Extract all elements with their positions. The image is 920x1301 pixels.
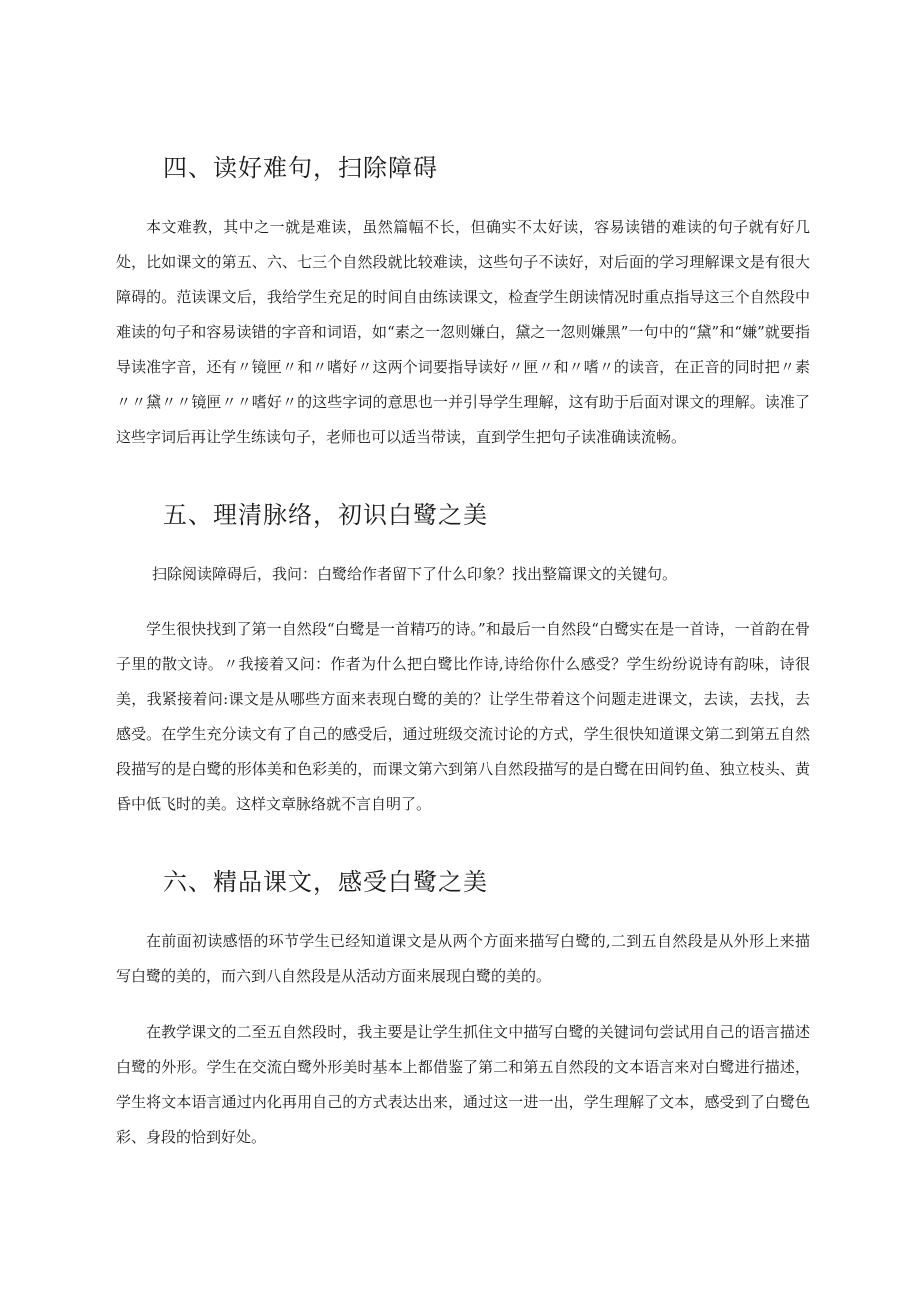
- section-5-paragraph-1: 扫除阅读障碍后，我问：白鹭给作者留下了什么印象？找出整篇课文的关键句。: [152, 565, 678, 583]
- section-heading-5: 五、理清脉络，初识白鹭之美: [163, 501, 488, 529]
- section-5-paragraph-2: 学生很快找到了第一自然段“白鹭是一首精巧的诗。”和最后一自然段“白鹭实在是一首诗，一首韵在骨子里的散文诗。〃我接着又问：作者为什么把白鹭比作诗,诗给你什么感受？学生纷纷说诗有韵味，诗很美，我紧接着问:课文是从哪些方面来表现白鹭的美的？让学生带着这个问题走进课文，去读，去找，去感受。在学生充分读文有了自己的感受后，通过班级交流讨论的方式，学生很快知道课文第二到第五自然段描写的是白鹭的形体美和色彩美的，而课文第六到第八自然段描写的是白鹭在田间钓鱼、独立枝头、黄昏中低飞时的美。这样文章脉络就不言自明了。: [116, 620, 810, 813]
- section-6-paragraph-1: 在前面初读感悟的环节学生已经知道课文是从两个方面来描写白鹭的,二到五自然段是从外形上来描写白鹭的美的，而六到八自然段是从活动方面来展现白鹭的美的。: [116, 932, 810, 985]
- section-4-paragraph-1: 本文难教，其中之一就是难读，虽然篇幅不长，但确实不太好读，容易读错的难读的句子就有好几处，比如课文的第五、六、七三个自然段就比较难读，这些句子不读好，对后面的学习理解课文是有很大障碍的。范读课文后，我给学生充足的时间自由练读课文，检查学生朗读情况时重点指导这三个自然段中难读的句子和容易读错的字音和词语，如“素之一忽则嫌白，黛之一忽则嫌黑”一句中的“黛”和“嫌”就要指导读准字音，还有〃镜匣〃和〃嗜好〃这两个词要指导读好〃匣〃和〃嗜〃的读音，在正音的同时把〃素〃〃黛〃〃镜匣〃〃嗜好〃的这些字词的意思也一并引导学生理解，这有助于后面对课文的理解。读准了这些字词后再让学生练读句子，老师也可以适当带读，直到学生把句子读准确读流畅。: [116, 218, 810, 446]
- section-heading-6: 六、精品课文，感受白鹭之美: [163, 868, 488, 896]
- section-6-paragraph-2: 在教学课文的二至五自然段时，我主要是让学生抓住文中描写白鹭的关键词句尝试用自己的语言描述白鹭的外形。学生在交流白鹭外形美时基本上都借鉴了第二和第五自然段的文本语言来对白鹭进行描述，学生将文本语言通过内化再用自己的方式表达出来，通过这一进一出，学生理解了文本，感受到了白鹭色彩、身段的恰到好处。: [116, 1023, 810, 1146]
- section-heading-4: 四、读好难句，扫除障碍: [163, 154, 438, 182]
